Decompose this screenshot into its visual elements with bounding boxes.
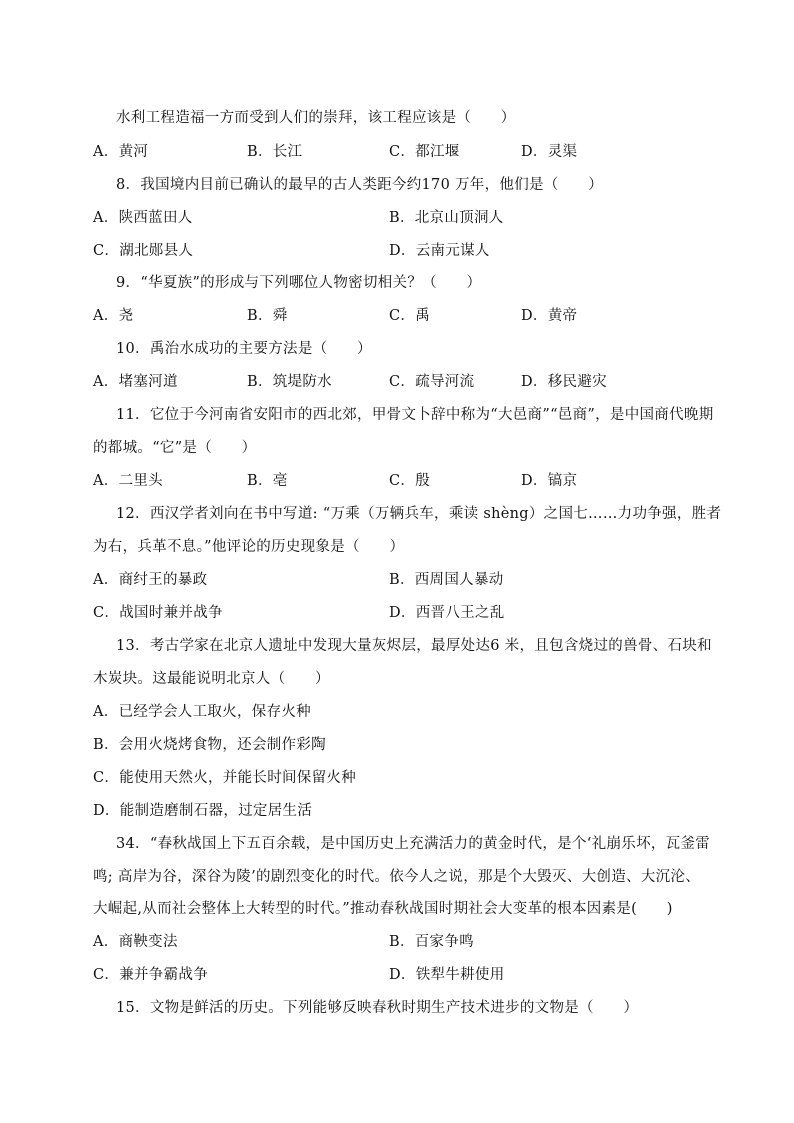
q34-option-a: A．商鞅变法 (93, 934, 178, 950)
q7-option-a: A．黄河 (93, 144, 149, 160)
q13-option-c: C．能使用天然火，并能长时间保留火种 (93, 770, 356, 786)
q9-option-a: A．尧 (93, 308, 134, 324)
q11-option-d: D．镐京 (521, 473, 578, 489)
q10-option-d: D．移民避灾 (521, 374, 607, 390)
question-11-stem: 11．它位于今河南省安阳市的西北郊，甲骨文卜辞中称为“大邑商”“邑商”，是中国商代晚期 (116, 407, 714, 423)
q34-option-b: B．百家争鸣 (389, 934, 474, 950)
q8-option-a: A．陕西蓝田人 (93, 210, 193, 226)
question-13-stem: 13．考古学家在北京人遗址中发现大量灰烬层，最厚处达6 米，且包含烧过的兽骨、石块和 (116, 638, 712, 654)
q12-option-d: D．西晋八王之乱 (389, 605, 505, 621)
q13-option-a: A．已经学会人工取火，保存火种 (93, 704, 311, 720)
question-8-stem: 8．我国境内目前已确认的最早的古人类距今约170 万年，他们是（ ） (116, 177, 604, 193)
q8-option-b: B．北京山顶洞人 (389, 210, 504, 226)
q13-option-d: D．能制造磨制石器，过定居生活 (93, 803, 313, 819)
q10-option-c: C．疏导河流 (389, 374, 475, 390)
question-12-stem-cont: 为右，兵革不息。”他评论的历史现象是（ ） (93, 539, 405, 555)
q9-option-d: D．黄帝 (521, 308, 578, 324)
q8-option-d: D．云南元谋人 (389, 243, 490, 259)
question-10-stem: 10．禹治水成功的主要方法是（ ） (116, 341, 372, 357)
question-7-stem: 水利工程造福一方而受到人们的崇拜，该工程应该是（ ） (116, 110, 516, 126)
q10-option-b: B．筑堤防水 (247, 374, 332, 390)
q12-option-a: A．商纣王的暴政 (93, 572, 208, 588)
q7-option-c: C．都江堰 (389, 144, 460, 160)
q12-option-c: C．战国时兼并战争 (93, 605, 223, 621)
q11-option-c: C．殷 (389, 473, 430, 489)
question-15-stem: 15．文物是鲜活的历史。下列能够反映春秋时期生产技术进步的文物是（ ） (116, 1000, 639, 1016)
q12-option-b: B．西周国人暴动 (389, 572, 504, 588)
question-13-stem-cont: 木炭块。这最能说明北京人（ ） (93, 671, 330, 687)
q9-option-b: B．舜 (247, 308, 288, 324)
q34-option-d: D．铁犁牛耕使用 (389, 967, 505, 983)
q7-option-d: D．灵渠 (521, 144, 578, 160)
q7-option-b: B．长江 (247, 144, 303, 160)
q10-option-a: A．堵塞河道 (93, 374, 178, 390)
question-34-stem-cont2: 大崛起,从而社会整体上大转型的时代。”推动春秋战国时期社会大变革的根本因素是( ) (93, 901, 673, 917)
q11-option-a: A．二里头 (93, 473, 163, 489)
q34-option-c: C．兼并争霸战争 (93, 967, 208, 983)
question-34-stem-cont1: 鸣; 高岸为谷，深谷为陵’的剧烈变化的时代。依今人之说，那是个大毁灭、大创造、大沉沦、 (93, 869, 700, 885)
q9-option-c: C．禹 (389, 308, 430, 324)
question-34-stem: 34．“春秋战国上下五百余载，是中国历史上充满活力的黄金时代，是个‘礼崩乐坏，瓦釜雷 (116, 836, 711, 852)
question-12-stem: 12．西汉学者刘向在书中写道: “万乘（万辆兵车，乘读 shèng）之国七……力功争强，胜者 (116, 506, 722, 522)
question-9-stem: 9．“华夏族”的形成与下列哪位人物密切相关？（ ） (116, 275, 482, 291)
q13-option-b: B．会用火烧烤食物，还会制作彩陶 (93, 737, 326, 753)
q11-option-b: B．亳 (247, 473, 288, 489)
question-11-stem-cont: 的都城。“它”是（ ） (93, 440, 257, 456)
q8-option-c: C．湖北郧县人 (93, 243, 194, 259)
